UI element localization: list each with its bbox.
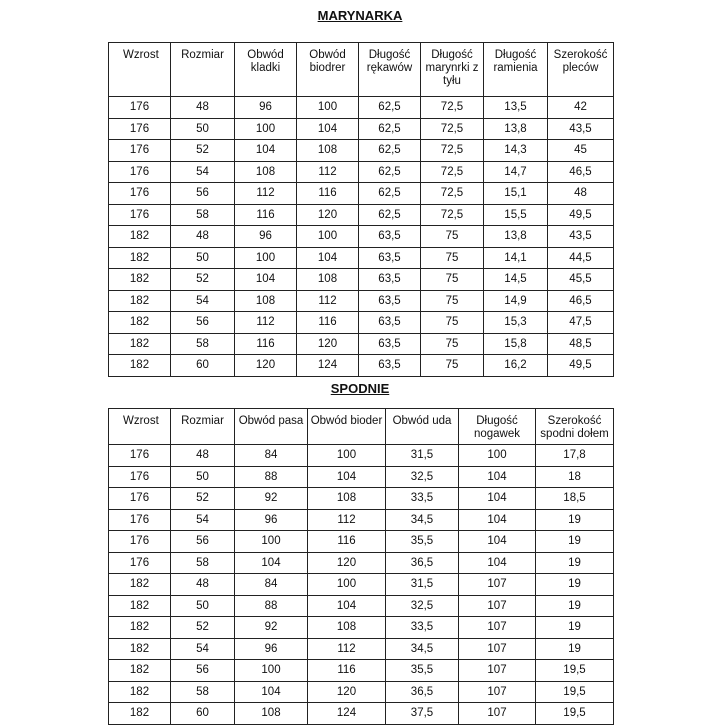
table-cell: 49,5 — [548, 204, 614, 226]
table-cell: 75 — [421, 226, 484, 248]
table-row — [109, 226, 614, 248]
table-cell: 48 — [548, 183, 614, 205]
table-row — [109, 466, 614, 488]
table-cell: 107 — [459, 595, 536, 617]
table-row — [109, 247, 614, 269]
table-cell: 182 — [109, 355, 171, 377]
table-cell: 104 — [235, 681, 308, 703]
table-cell: 75 — [421, 247, 484, 269]
table-cell: 44,5 — [548, 247, 614, 269]
table-cell: 176 — [109, 140, 171, 162]
table-cell: 182 — [109, 638, 171, 660]
table-cell: 96 — [235, 97, 297, 119]
table-row — [109, 552, 614, 574]
table-cell: 19 — [536, 509, 614, 531]
table-cell: 56 — [171, 183, 235, 205]
trousers-size-table — [108, 408, 614, 725]
table-cell: 37,5 — [386, 703, 459, 725]
table-cell: 84 — [235, 445, 308, 467]
table-cell: 104 — [297, 118, 359, 140]
table-cell: 46,5 — [548, 290, 614, 312]
table-cell: 62,5 — [359, 204, 421, 226]
table-cell: 14,9 — [484, 290, 548, 312]
table-cell: 108 — [235, 703, 308, 725]
table-cell: 14,3 — [484, 140, 548, 162]
table-cell: 58 — [171, 681, 235, 703]
table-cell: 112 — [308, 509, 386, 531]
table-row — [109, 445, 614, 467]
table-cell: 56 — [171, 312, 235, 334]
table-cell: 72,5 — [421, 118, 484, 140]
table-cell: 108 — [297, 269, 359, 291]
table-cell: 100 — [308, 445, 386, 467]
table-cell: 104 — [235, 140, 297, 162]
table-cell: 104 — [459, 531, 536, 553]
header-rozmiar: Rozmiar — [171, 409, 235, 445]
table-cell: 48 — [171, 574, 235, 596]
header-dlugosc-ramienia: Długość ramienia — [484, 43, 548, 97]
table-row — [109, 118, 614, 140]
table-cell: 31,5 — [386, 445, 459, 467]
table-cell: 62,5 — [359, 140, 421, 162]
table-cell: 182 — [109, 247, 171, 269]
table-cell: 182 — [109, 681, 171, 703]
table-cell: 18,5 — [536, 488, 614, 510]
table-cell: 176 — [109, 204, 171, 226]
table-cell: 124 — [308, 703, 386, 725]
table-cell: 50 — [171, 466, 235, 488]
table-cell: 63,5 — [359, 290, 421, 312]
table-cell: 96 — [235, 509, 308, 531]
table-cell: 19 — [536, 531, 614, 553]
table-cell: 182 — [109, 595, 171, 617]
table-cell: 104 — [459, 466, 536, 488]
table-cell: 108 — [308, 488, 386, 510]
table-cell: 104 — [459, 509, 536, 531]
table-cell: 60 — [171, 703, 235, 725]
table-cell: 43,5 — [548, 226, 614, 248]
table-row — [109, 574, 614, 596]
table-row — [109, 617, 614, 639]
table-cell: 75 — [421, 290, 484, 312]
table-cell: 116 — [235, 204, 297, 226]
table-cell: 107 — [459, 660, 536, 682]
table-cell: 16,2 — [484, 355, 548, 377]
jacket-size-table — [108, 42, 614, 377]
table-cell: 72,5 — [421, 204, 484, 226]
table-cell: 63,5 — [359, 333, 421, 355]
table-row — [109, 509, 614, 531]
table-cell: 35,5 — [386, 660, 459, 682]
table-cell: 34,5 — [386, 638, 459, 660]
table-cell: 17,8 — [536, 445, 614, 467]
table-cell: 19 — [536, 574, 614, 596]
table-cell: 112 — [297, 161, 359, 183]
table-cell: 14,7 — [484, 161, 548, 183]
table-cell: 54 — [171, 638, 235, 660]
table-cell: 15,5 — [484, 204, 548, 226]
table-cell: 120 — [308, 552, 386, 574]
table-cell: 104 — [459, 552, 536, 574]
table-cell: 14,1 — [484, 247, 548, 269]
table-cell: 108 — [308, 617, 386, 639]
table-row — [109, 333, 614, 355]
table-cell: 63,5 — [359, 226, 421, 248]
table-cell: 75 — [421, 355, 484, 377]
table-cell: 58 — [171, 333, 235, 355]
table-cell: 116 — [297, 183, 359, 205]
header-szerokosc-spodni: Szerokość spodni dołem — [536, 409, 614, 445]
table-cell: 75 — [421, 269, 484, 291]
table-cell: 88 — [235, 466, 308, 488]
table-cell: 47,5 — [548, 312, 614, 334]
table-cell: 54 — [171, 290, 235, 312]
table-cell: 18 — [536, 466, 614, 488]
table-cell: 104 — [235, 269, 297, 291]
table-cell: 120 — [297, 204, 359, 226]
table-cell: 182 — [109, 226, 171, 248]
table-row — [109, 531, 614, 553]
table-cell: 35,5 — [386, 531, 459, 553]
table-row — [109, 312, 614, 334]
table-cell: 19,5 — [536, 703, 614, 725]
table-row — [109, 660, 614, 682]
table-cell: 182 — [109, 617, 171, 639]
table-cell: 182 — [109, 290, 171, 312]
table-cell: 50 — [171, 118, 235, 140]
table-cell: 15,1 — [484, 183, 548, 205]
table-cell: 100 — [459, 445, 536, 467]
table-cell: 108 — [235, 161, 297, 183]
table-cell: 176 — [109, 97, 171, 119]
table-cell: 63,5 — [359, 269, 421, 291]
table-cell: 182 — [109, 269, 171, 291]
table-cell: 176 — [109, 531, 171, 553]
table-cell: 182 — [109, 703, 171, 725]
table-cell: 92 — [235, 617, 308, 639]
table-cell: 108 — [235, 290, 297, 312]
header-obwod-biodrer: Obwód biodrer — [297, 43, 359, 97]
table-cell: 52 — [171, 488, 235, 510]
table-cell: 107 — [459, 617, 536, 639]
table-cell: 107 — [459, 574, 536, 596]
table-row — [109, 703, 614, 725]
header-obwod-pasa: Obwód pasa — [235, 409, 308, 445]
table-cell: 182 — [109, 574, 171, 596]
table-cell: 33,5 — [386, 617, 459, 639]
table-cell: 182 — [109, 312, 171, 334]
header-obwod-uda: Obwód uda — [386, 409, 459, 445]
table-cell: 32,5 — [386, 595, 459, 617]
table-cell: 63,5 — [359, 312, 421, 334]
table-cell: 13,5 — [484, 97, 548, 119]
table-cell: 182 — [109, 333, 171, 355]
table-cell: 75 — [421, 333, 484, 355]
table-cell: 107 — [459, 703, 536, 725]
table-cell: 54 — [171, 509, 235, 531]
table-cell: 176 — [109, 488, 171, 510]
table-cell: 88 — [235, 595, 308, 617]
table-cell: 176 — [109, 509, 171, 531]
table-cell: 100 — [297, 97, 359, 119]
table-cell: 63,5 — [359, 355, 421, 377]
table-cell: 52 — [171, 617, 235, 639]
table-cell: 120 — [235, 355, 297, 377]
table-cell: 104 — [308, 466, 386, 488]
table-cell: 116 — [297, 312, 359, 334]
table-cell: 49,5 — [548, 355, 614, 377]
table-cell: 72,5 — [421, 161, 484, 183]
header-dlugosc-nogawek: Długość nogawek — [459, 409, 536, 445]
table-cell: 100 — [235, 531, 308, 553]
table-cell: 96 — [235, 638, 308, 660]
trousers-table-title: SPODNIE — [330, 381, 390, 396]
table-cell: 104 — [459, 488, 536, 510]
table-row — [109, 290, 614, 312]
table-cell: 62,5 — [359, 183, 421, 205]
table-row — [109, 595, 614, 617]
table-cell: 48 — [171, 226, 235, 248]
table-cell: 45,5 — [548, 269, 614, 291]
table-cell: 100 — [297, 226, 359, 248]
table-cell: 107 — [459, 681, 536, 703]
table-cell: 19 — [536, 552, 614, 574]
table-cell: 19,5 — [536, 681, 614, 703]
table-cell: 45 — [548, 140, 614, 162]
table-cell: 176 — [109, 445, 171, 467]
table-cell: 72,5 — [421, 183, 484, 205]
table-cell: 36,5 — [386, 552, 459, 574]
table-cell: 176 — [109, 161, 171, 183]
table-cell: 116 — [308, 660, 386, 682]
table-cell: 100 — [235, 247, 297, 269]
table-cell: 52 — [171, 269, 235, 291]
table-row — [109, 355, 614, 377]
table-cell: 182 — [109, 660, 171, 682]
table-cell: 92 — [235, 488, 308, 510]
table-cell: 112 — [308, 638, 386, 660]
header-dlugosc-marynarki: Długość marynrki z tyłu — [421, 43, 484, 97]
table-cell: 48 — [171, 97, 235, 119]
table-cell: 112 — [235, 183, 297, 205]
table-row — [109, 488, 614, 510]
header-wzrost: Wzrost — [109, 43, 171, 97]
table-cell: 120 — [308, 681, 386, 703]
table-cell: 116 — [308, 531, 386, 553]
table-row — [109, 638, 614, 660]
table-cell: 48 — [171, 445, 235, 467]
table-cell: 124 — [297, 355, 359, 377]
table-cell: 32,5 — [386, 466, 459, 488]
header-rozmiar: Rozmiar — [171, 43, 235, 97]
table-cell: 104 — [235, 552, 308, 574]
table-cell: 19,5 — [536, 660, 614, 682]
table-cell: 176 — [109, 466, 171, 488]
table-cell: 43,5 — [548, 118, 614, 140]
table-cell: 58 — [171, 204, 235, 226]
table-cell: 62,5 — [359, 161, 421, 183]
table-cell: 48,5 — [548, 333, 614, 355]
table-cell: 58 — [171, 552, 235, 574]
table-cell: 50 — [171, 595, 235, 617]
header-obwod-kladki: Obwód kladki — [235, 43, 297, 97]
table-cell: 100 — [308, 574, 386, 596]
table-cell: 72,5 — [421, 97, 484, 119]
table-cell: 13,8 — [484, 226, 548, 248]
table-cell: 72,5 — [421, 140, 484, 162]
table-cell: 19 — [536, 595, 614, 617]
table-cell: 104 — [297, 247, 359, 269]
table-row — [109, 681, 614, 703]
table-row — [109, 140, 614, 162]
table-cell: 96 — [235, 226, 297, 248]
table-cell: 107 — [459, 638, 536, 660]
table-cell: 19 — [536, 617, 614, 639]
table-cell: 112 — [235, 312, 297, 334]
table-cell: 120 — [297, 333, 359, 355]
table-row — [109, 204, 614, 226]
header-obwod-bioder: Obwód bioder — [308, 409, 386, 445]
table-cell: 116 — [235, 333, 297, 355]
table-cell: 15,3 — [484, 312, 548, 334]
table-cell: 56 — [171, 531, 235, 553]
table-cell: 62,5 — [359, 97, 421, 119]
table-cell: 33,5 — [386, 488, 459, 510]
table-row — [109, 97, 614, 119]
table-cell: 176 — [109, 552, 171, 574]
table-cell: 14,5 — [484, 269, 548, 291]
table-cell: 13,8 — [484, 118, 548, 140]
table-cell: 56 — [171, 660, 235, 682]
table-row — [109, 183, 614, 205]
table-cell: 46,5 — [548, 161, 614, 183]
table-cell: 176 — [109, 118, 171, 140]
table-cell: 52 — [171, 140, 235, 162]
table-cell: 34,5 — [386, 509, 459, 531]
table-cell: 31,5 — [386, 574, 459, 596]
table-cell: 75 — [421, 312, 484, 334]
table-cell: 54 — [171, 161, 235, 183]
table-row — [109, 269, 614, 291]
table-cell: 15,8 — [484, 333, 548, 355]
jacket-table-title: MARYNARKA — [317, 8, 403, 23]
header-wzrost: Wzrost — [109, 409, 171, 445]
table-cell: 62,5 — [359, 118, 421, 140]
table-cell: 84 — [235, 574, 308, 596]
table-cell: 42 — [548, 97, 614, 119]
table-cell: 100 — [235, 118, 297, 140]
table-cell: 50 — [171, 247, 235, 269]
header-dlugosc-rekawow: Długość rękawów — [359, 43, 421, 97]
table-cell: 176 — [109, 183, 171, 205]
table-cell: 19 — [536, 638, 614, 660]
table-cell: 36,5 — [386, 681, 459, 703]
table-row — [109, 161, 614, 183]
table-cell: 63,5 — [359, 247, 421, 269]
table-cell: 100 — [235, 660, 308, 682]
header-szerokosc-plecow: Szerokość pleców — [548, 43, 614, 97]
table-cell: 112 — [297, 290, 359, 312]
table-cell: 60 — [171, 355, 235, 377]
table-cell: 104 — [308, 595, 386, 617]
table-cell: 108 — [297, 140, 359, 162]
